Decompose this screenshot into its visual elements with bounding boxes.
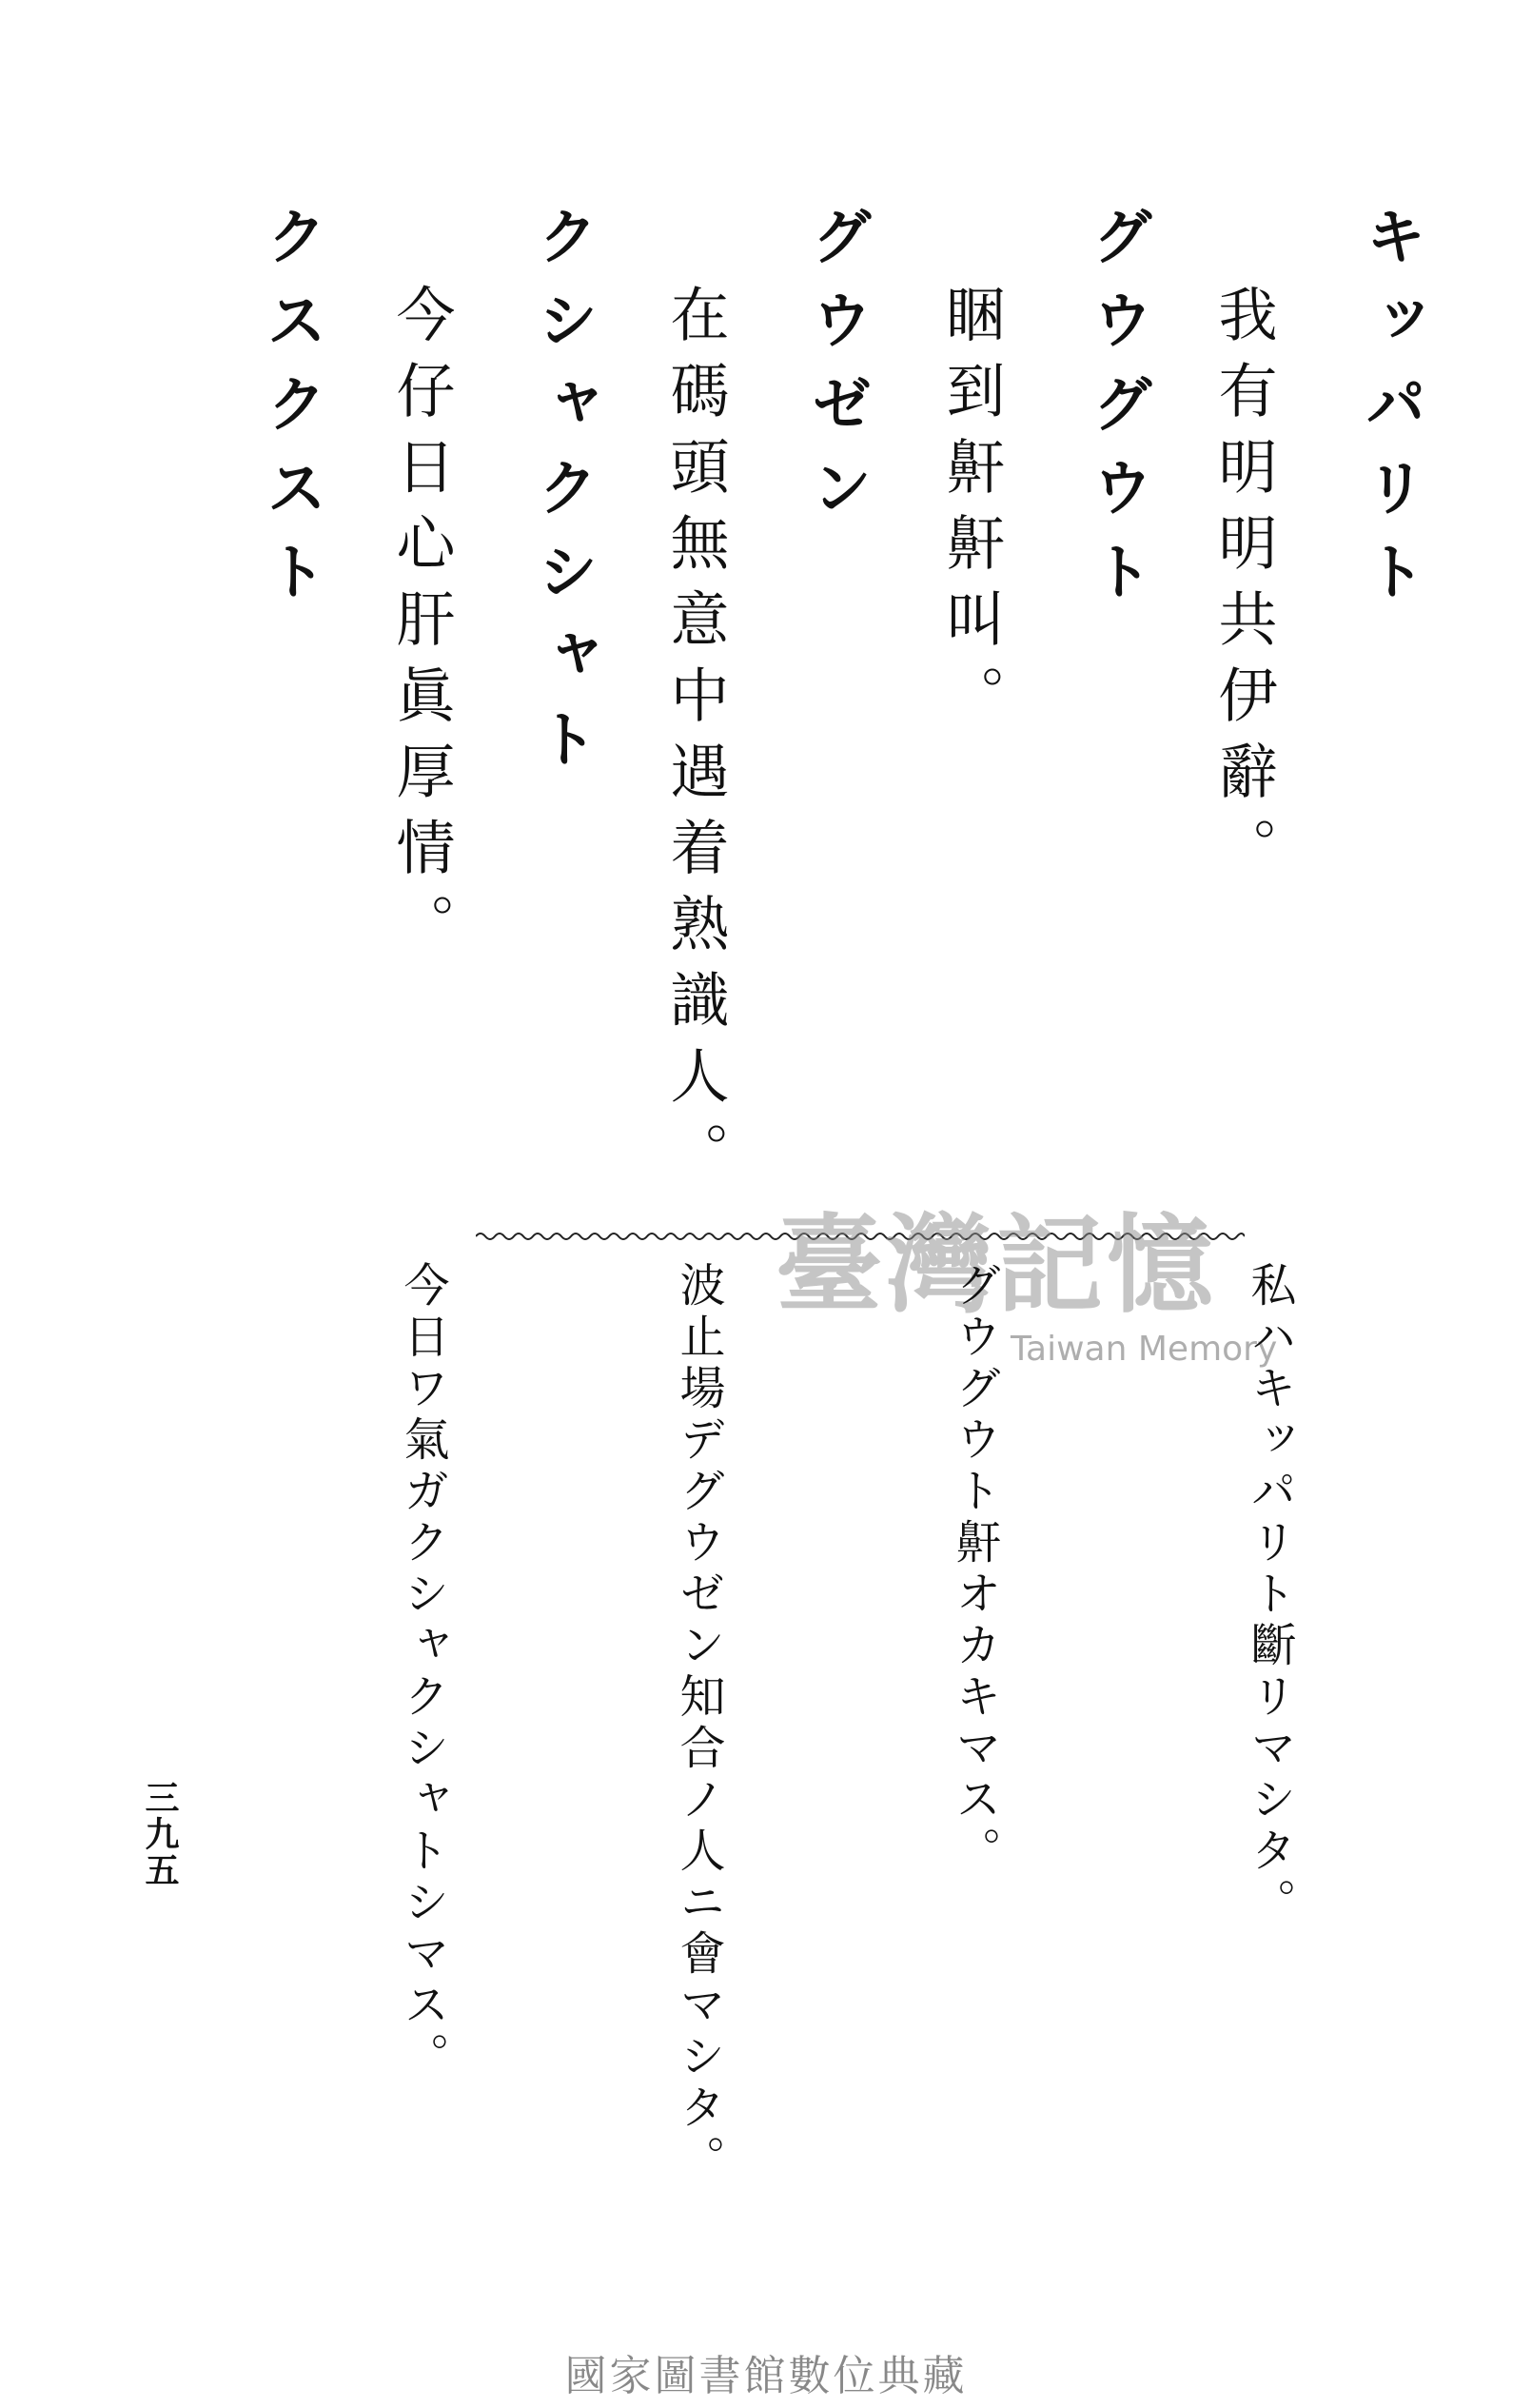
phrase-2: 睏到鼾鼾叫。	[936, 284, 1006, 740]
translation-3: 波止場デグウゼン知合ノ人ニ會マシタ。	[672, 1261, 725, 2186]
translation-1: 私ハキッパリト斷リマシタ。	[1243, 1261, 1296, 1929]
page-number: 三九五	[140, 1780, 180, 1888]
headword-guuzen: グウゼン	[801, 205, 872, 540]
headword-kusukusu-to: クスクスト	[256, 205, 326, 623]
watermark-logo-text: 臺灣記憶	[776, 1203, 1217, 1328]
headword-kippari-to: キッパリト	[1355, 205, 1425, 623]
phrase-3: 在碼頭無意中遇着熟識人。	[660, 284, 730, 1197]
translation-4: 今日ワ氣ガクシャクシャトシマス。	[396, 1261, 449, 2083]
headword-kushakusha-to: クシャクシャト	[527, 205, 598, 791]
phrase-4: 今仔日心肝眞厚情。	[386, 284, 456, 969]
watermark-english: Taiwan Memory	[1011, 1330, 1278, 1369]
headword-guuguu-to: グウグウト	[1082, 205, 1152, 623]
footer-collection-credit: 國家圖書館數位典藏	[564, 2352, 968, 2400]
translation-2: グウグウト鼾オカキマス。	[948, 1261, 1001, 1878]
phrase-1: 我有明明共伊辭。	[1208, 284, 1278, 893]
